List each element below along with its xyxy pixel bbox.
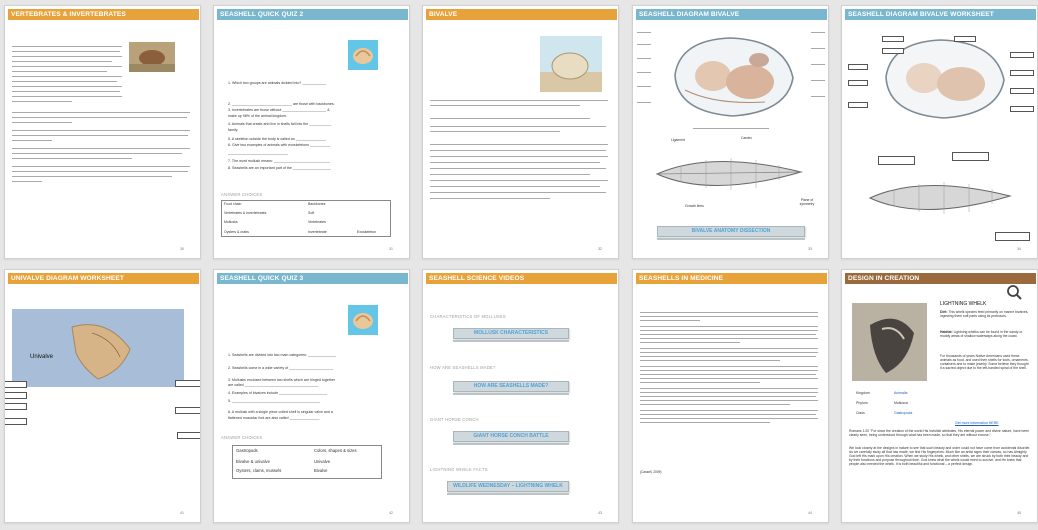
univalve-label: Univalve bbox=[30, 354, 54, 360]
diagram-label: Cardex bbox=[741, 136, 752, 140]
clam-photo bbox=[540, 36, 602, 92]
label-blank-box[interactable] bbox=[4, 403, 27, 410]
label-blank-box[interactable] bbox=[848, 80, 868, 86]
video-section-heading: CHARACTERISTICS OF MOLLUSKS bbox=[430, 314, 506, 319]
shells-photo bbox=[348, 40, 378, 70]
diagram-label: Ligament bbox=[671, 138, 685, 142]
quiz-question: make up 98% of the animal kingdom. bbox=[228, 114, 288, 118]
label-blank-box[interactable] bbox=[175, 380, 201, 387]
page-title: SEASHELL DIAGRAM BIVALVE WORKSHEET bbox=[845, 9, 1036, 20]
label-blank-box[interactable] bbox=[1010, 106, 1034, 112]
diagram-label: Plane of symmetry bbox=[799, 198, 815, 207]
history-text: For thousands of years Native Americans used these animals as food, and used their shells for tools, ornaments, containers and to make jewelry. Some believe they thought it a sacred object due to the left-handed spiral of the shell. bbox=[940, 354, 1029, 371]
page-number: 43 bbox=[598, 511, 602, 515]
label-blank-box[interactable] bbox=[177, 432, 201, 439]
univalve-photo bbox=[12, 309, 184, 387]
habitat-text: Habitat: Lightning whelks can be found in the sandy or muddy areas of shallow waterways along the coast. bbox=[940, 330, 1023, 339]
whelk-photo bbox=[852, 303, 927, 381]
label-blank-box[interactable] bbox=[995, 232, 1030, 241]
mollusk-characteristics-video-button[interactable]: MOLLUSK CHARACTERISTICS bbox=[453, 328, 569, 339]
page-number: 45 bbox=[1017, 511, 1021, 515]
quiz-question: 3. Mollusks enclosed between two shells which are hinged together bbox=[228, 378, 336, 382]
page-bivalve-diagram bbox=[632, 5, 829, 259]
species-heading: LIGHTNING WHELK bbox=[940, 301, 987, 307]
quiz-question: 8. Seashells are an important part of the ___________________ bbox=[228, 166, 331, 170]
page-medicine bbox=[632, 269, 829, 523]
page-number: 42 bbox=[389, 511, 393, 515]
page-title: SEASHELL QUICK QUIZ 2 bbox=[217, 9, 408, 20]
label-blank-box[interactable] bbox=[882, 48, 904, 54]
page-quiz-3: SEASHELL QUICK QUIZ 3 1. Seashells are divided into two main categories: ______________ 2. Seashells come in a wide variety of ______________________ 3. Mollusks enclosed between two shells which are hinged together are called _____________________________________ 4. Examples of bivalves include ________________________ 5. ____________________________________________ 6. A mollusk with a single piece coiled shell is singular valve and a flattened muscular foot are also called _______________ ANSWER CHOICES Gastropods Colors, shapes & sizes Bivalve & univalve Univalve Oysters, clams, mussels Bivalve 42 bbox=[213, 269, 410, 523]
label-blank-box[interactable] bbox=[882, 36, 904, 42]
quiz-question: are called _____________________________________ bbox=[228, 383, 319, 387]
design-paragraph: We look closely at the designs in nature to see that such beauty and order could not have come from accidental disorder. As we carefully study all that has made, we find His fingerprints. Much like an artist signs their canvas, so has Almighty God left His mark upon His creation. When we study His whelk, and other shells, we are struck by both their beauty and by their functions and purpose throughout time. God knew what the whelk would need to survive, and He knew that people also needed the whelk. It is both beautiful and functional – a perfect design. bbox=[849, 446, 1031, 467]
page-title: SEASHELLS IN MEDICINE bbox=[636, 273, 827, 284]
verse-text: Romans 1:20 "For since the creation of the world His invisible attributes, His eternal power and divine nature, have been clearly seen, being understood through what has been made, so that they are without excuse." bbox=[849, 429, 1030, 438]
quiz-question: 6. A mollusk with a single piece coiled shell is singular valve and a bbox=[228, 410, 333, 414]
label-blank-box[interactable] bbox=[878, 156, 915, 165]
video-section-heading: LIGHTNING WHELK FACTS bbox=[430, 467, 488, 472]
quiz-question: 5. ____________________________________________ bbox=[228, 399, 320, 403]
page-number: 30 bbox=[180, 247, 184, 251]
quiz-question: 1. Seashells are divided into two main categories: ______________ bbox=[228, 353, 336, 357]
label-blank-box[interactable] bbox=[4, 392, 27, 399]
how-are-seashells-made-video-button[interactable]: HOW ARE SEASHELLS MADE? bbox=[453, 381, 569, 392]
quiz-question: 6. Give two examples of animals with exoskeletons __________ bbox=[228, 143, 331, 147]
page-bivalve-worksheet bbox=[841, 5, 1038, 259]
page-title: VERTEBRATES & INVERTEBRATES bbox=[8, 9, 199, 20]
quiz-question: 2. ______________________________ are those with backbones. bbox=[228, 102, 335, 106]
page-design-in-creation: DESIGN IN CREATION LIGHTNING WHELK Diet: This whelk species feed primarily on marine bivalves, ingesting them soft parts using its proboscis. Habitat: Lightning whelks can be found in the sandy or muddy areas of shallow waterways along the coast. For thousands of years Native Americans used these animals as food, and used their shells for tools, ornaments, containers and to make jewelry. Some believe they thought it a sacred object due to the left-handed spiral of the shell. Kingdom Animalia Phylum Mollusca Class Gastropoda Get more information HERE Romans 1:20 "For since the creation of the world His invisible attributes, His eternal power and divine nature, have been clearly seen, being understood through what has been made, so that they are without excuse." We look closely at the designs in nature to see that such beauty and order could not have come from accidental disorder. As we carefully study all that has made, we find His fingerprints. Much like an artist signs their canvas, so has Almighty God left His mark upon His creation. When we study His whelk, and other shells, we are struck by both their beauty and by their functions and purpose throughout time. God knew what the whelk would need to survive, and He knew that people also needed the whelk. It is both beautiful and functional – a perfect design. 45 bbox=[841, 269, 1038, 523]
page-title: BIVALVE bbox=[426, 9, 617, 20]
bivalve-anatomy-dissection-button[interactable]: BIVALVE ANATOMY DISSECTION bbox=[657, 226, 805, 237]
label-blank-box[interactable] bbox=[954, 36, 976, 42]
citation: (Cassell, 2009) bbox=[640, 470, 662, 474]
quiz-question: 7. The word mollusk means: ____________________________ bbox=[228, 159, 330, 163]
label-blank-box[interactable] bbox=[4, 418, 27, 425]
label-blank-box[interactable] bbox=[4, 381, 27, 388]
page-univalve-worksheet bbox=[4, 269, 201, 523]
magnifier-icon bbox=[1006, 284, 1022, 300]
diet-text: Diet: This whelk species feed primarily on marine bivalves, ingesting them soft parts using its proboscis. bbox=[940, 310, 1029, 319]
page-title: SEASHELL QUICK QUIZ 3 bbox=[217, 273, 408, 284]
quiz-question: flattened muscular foot are also called _______________ bbox=[228, 416, 320, 420]
page-number: 41 bbox=[180, 511, 184, 515]
video-section-heading: GIANT HORSE CONCH bbox=[430, 417, 479, 422]
label-blank-box[interactable] bbox=[1010, 70, 1034, 76]
quiz-question: 3. Invertebrates are those without ______________________ & bbox=[228, 108, 330, 112]
quiz-question: 4. Examples of bivalves include ________________________ bbox=[228, 391, 328, 395]
quiz-question: 1. Which two groups are animals divided into? ____________ bbox=[228, 81, 327, 85]
label-blank-box[interactable] bbox=[175, 407, 201, 414]
bivalve-outline-diagram bbox=[864, 170, 1016, 226]
shells-photo bbox=[348, 305, 378, 335]
page-number: 31 bbox=[389, 247, 393, 251]
giant-horse-conch-video-button[interactable]: GIANT HORSE CONCH BATTLE bbox=[453, 431, 569, 442]
quiz-question: 5. A skeleton outside the body is called an _______________ bbox=[228, 137, 326, 141]
page-title: SEASHELL SCIENCE VIDEOS bbox=[426, 273, 617, 284]
page-title: SEASHELL DIAGRAM BIVALVE bbox=[636, 9, 827, 20]
crab-photo bbox=[129, 42, 175, 72]
video-section-heading: HOW ARE SEASHELLS MADE? bbox=[430, 365, 496, 370]
page-bivalve bbox=[422, 5, 619, 259]
lightning-whelk-video-button[interactable]: WILDLIFE WEDNESDAY – LIGHTNING WHELK bbox=[447, 481, 569, 492]
page-vertebrates bbox=[4, 5, 201, 259]
answer-choices-label: ANSWER CHOICES bbox=[221, 435, 263, 440]
quiz-question: 2. Seashells come in a wide variety of ______________________ bbox=[228, 366, 334, 370]
quiz-question: ______________________________ bbox=[228, 151, 288, 155]
page-number: 34 bbox=[1017, 247, 1021, 251]
page-number: 32 bbox=[598, 247, 602, 251]
more-information-link[interactable]: Get more information HERE bbox=[955, 421, 999, 425]
page-title: DESIGN IN CREATION bbox=[845, 273, 1036, 284]
label-blank-box[interactable] bbox=[848, 64, 868, 70]
bivalve-outline-diagram bbox=[651, 144, 811, 202]
label-blank-box[interactable] bbox=[1010, 52, 1034, 58]
bivalve-anatomy-diagram bbox=[655, 30, 805, 122]
label-blank-box[interactable] bbox=[1010, 88, 1034, 94]
page-quiz-2: SEASHELL QUICK QUIZ 2 1. Which two groups are animals divided into? ____________ 2. ______________________________ are those with backbones. 3. Invertebrates are those without ______________________ & make up 98% of the animal kingdom. 4. Animals that create and live in shells fall into the ___________ family. 5. A skeleton outside the body is called an _______________ 6. Give two examples of animals with exoskeletons __________ ______________________________ 7. The word mollusk means: ____________________________ 8. Seashells are an important part of the ___________________ ANSWER CHOICES Food chain Backbones Vertebrates & invertebrates Soft Mollusks Vertebrates Oysters & crabs Invertebrate Exoskeleton 31 bbox=[213, 5, 410, 259]
page-number: 44 bbox=[808, 511, 812, 515]
label-blank-box[interactable] bbox=[952, 152, 989, 161]
page-number: 33 bbox=[808, 247, 812, 251]
diagram-label: Growth lines bbox=[685, 204, 704, 208]
bivalve-worksheet-diagram bbox=[866, 32, 1014, 122]
quiz-question: 4. Animals that create and live in shells fall into the ___________ bbox=[228, 122, 332, 126]
label-blank-box[interactable] bbox=[848, 102, 868, 108]
quiz-question: family. bbox=[228, 128, 239, 132]
page-science-videos bbox=[422, 269, 619, 523]
page-title: UNIVALVE DIAGRAM WORKSHEET bbox=[8, 273, 199, 284]
answer-choices-label: ANSWER CHOICES bbox=[221, 192, 263, 197]
